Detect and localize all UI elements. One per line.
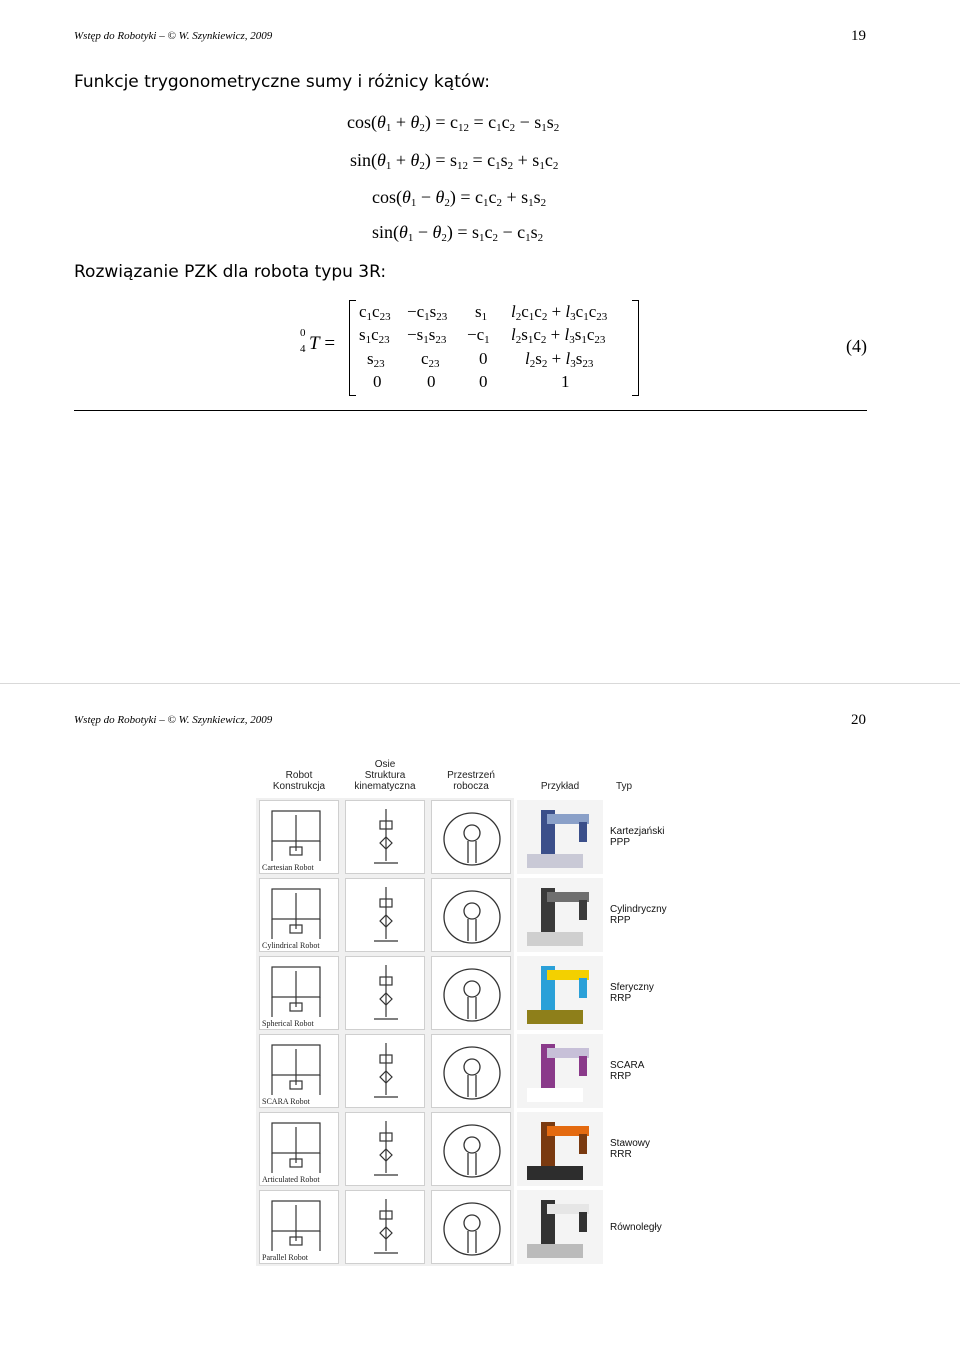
- workspace-diagram: [431, 800, 511, 874]
- robot-caption: Articulated Robot: [262, 1175, 320, 1184]
- col-header-axes: Osie Struktura kinematyczna: [354, 759, 416, 792]
- robot-caption: Cylindrical Robot: [262, 941, 320, 950]
- robot-type-label: Stawowy RRR: [610, 1138, 651, 1160]
- running-header: Wstęp do Robotyki – © W. Szynkiewicz, 2009: [74, 714, 273, 726]
- running-header: Wstęp do Robotyki – © W. Szynkiewicz, 2009: [74, 30, 273, 42]
- robot-construction-drawing: [259, 1112, 339, 1186]
- robot-example-photo: [517, 800, 603, 874]
- kinematic-structure-diagram: [345, 800, 425, 874]
- workspace-diagram: [431, 1190, 511, 1264]
- robot-construction-drawing: [259, 878, 339, 952]
- col-header-example: Przykład: [540, 781, 580, 792]
- workspace-diagram: [431, 1034, 511, 1108]
- robot-example-photo: [517, 878, 603, 952]
- robot-types-table: [256, 748, 690, 1266]
- table-row: [256, 1188, 690, 1266]
- formula-sin-diff: $\sin(\theta_1 - \theta_2) = s_1c_2 - c_1s_2$: [372, 222, 544, 244]
- horizontal-rule: [74, 410, 867, 411]
- matrix-lhs: 0 4 T =: [300, 327, 336, 355]
- workspace-diagram: [431, 1112, 511, 1186]
- formula-sin-sum: $\sin(\theta_1 + \theta_2) = s_{12} = c_1s_2 + s_1c_2$: [350, 150, 559, 172]
- table-row: [256, 954, 690, 1032]
- robot-construction-drawing: [259, 956, 339, 1030]
- table-row: [256, 1032, 690, 1110]
- page-20: [0, 684, 960, 1367]
- robot-type-label: Sferyczny RRP: [610, 982, 654, 1004]
- kinematic-structure-diagram: [345, 878, 425, 952]
- robot-construction-drawing: [259, 1190, 339, 1264]
- robot-caption: Cartesian Robot: [262, 863, 314, 872]
- page-19: [0, 0, 960, 683]
- kinematic-structure-diagram: [345, 1034, 425, 1108]
- robot-type-label: Kartezjański PPP: [610, 826, 665, 848]
- section-heading: Funkcje trygonometryczne sumy i różnicy kątów:: [74, 72, 490, 92]
- page-number: 19: [851, 28, 866, 44]
- transformation-matrix: $c_1c_{23}$ $-c_1s_{23}$ $s_1$ $l_2c_1c_2 + l_3c_1c_{23}$ $s_1c_{23}$ $-s_1s_{23}$ $-c_1$ $l_2s_1c_2 + l_3s_1c_{23}$ $s_{23}$ $c_{23}$ 0 $l_2s_2 + l_3s_{23}$ 0 0 0 1: [355, 300, 633, 394]
- equation-number: (4): [846, 336, 867, 356]
- robot-example-photo: [517, 1034, 603, 1108]
- robot-caption: Parallel Robot: [262, 1253, 308, 1262]
- robot-type-label: Cylindryczny RPP: [610, 904, 667, 926]
- table-row: [256, 798, 690, 876]
- robot-construction-drawing: [259, 1034, 339, 1108]
- robot-caption: SCARA Robot: [262, 1097, 310, 1106]
- section-subheading: Rozwiązanie PZK dla robota typu 3R:: [74, 262, 387, 282]
- workspace-diagram: [431, 878, 511, 952]
- page-number: 20: [851, 712, 866, 728]
- kinematic-structure-diagram: [345, 956, 425, 1030]
- kinematic-structure-diagram: [345, 1190, 425, 1264]
- kinematic-structure-diagram: [345, 1112, 425, 1186]
- robot-type-label: Równoległy: [610, 1221, 662, 1233]
- robot-caption: Spherical Robot: [262, 1019, 314, 1028]
- formula-cos-diff: $\cos(\theta_1 - \theta_2) = c_1c_2 + s_1s_2$: [372, 187, 547, 209]
- col-header-type: Typ: [616, 781, 633, 792]
- col-header-robot: Robot Konstrukcja: [272, 770, 326, 792]
- robot-type-label: SCARA RRP: [610, 1060, 645, 1082]
- table-row: [256, 876, 690, 954]
- robot-example-photo: [517, 956, 603, 1030]
- formula-cos-sum: $\cos(\theta_1 + \theta_2) = c_{12} = c_1c_2 - s_1s_2$: [347, 112, 560, 134]
- robot-example-photo: [517, 1112, 603, 1186]
- workspace-diagram: [431, 956, 511, 1030]
- robot-construction-drawing: [259, 800, 339, 874]
- table-row: [256, 1110, 690, 1188]
- robot-example-photo: [517, 1190, 603, 1264]
- col-header-workspace: Przestrzeń robocza: [447, 770, 495, 792]
